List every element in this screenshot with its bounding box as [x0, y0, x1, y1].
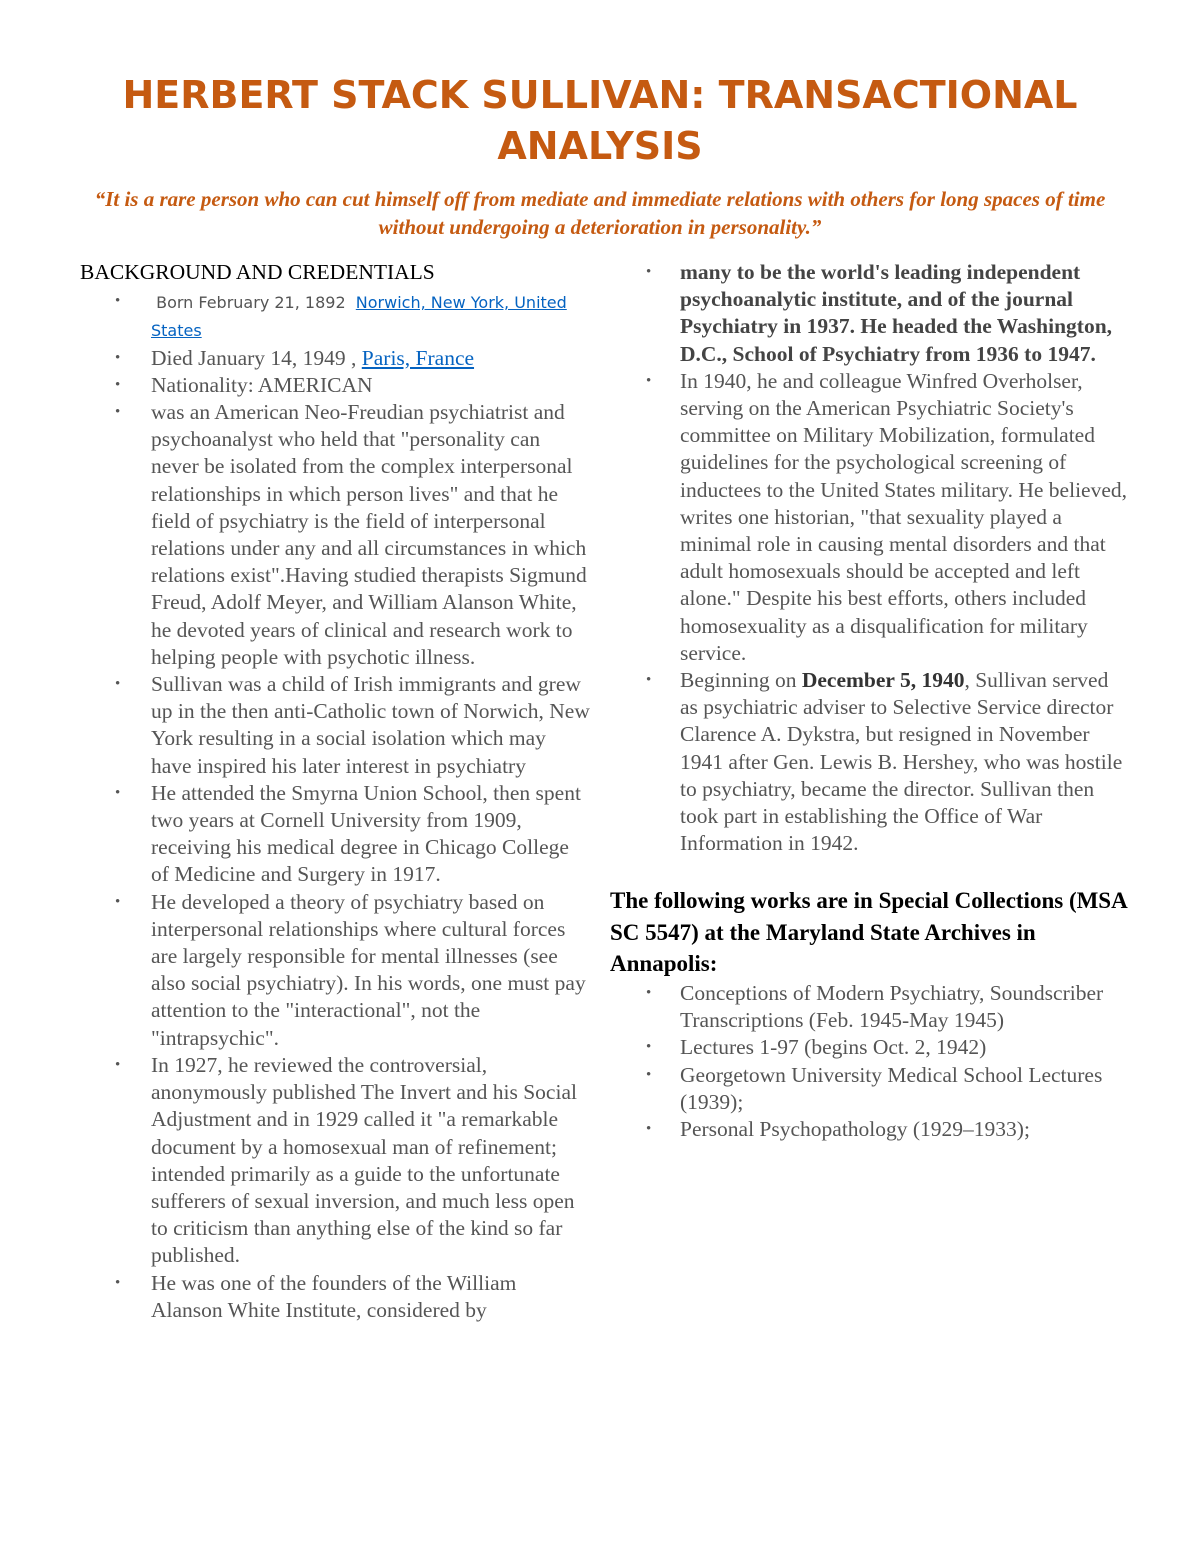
bullet-icon: •	[115, 404, 121, 421]
list-item	[80, 780, 590, 889]
list-item	[610, 368, 1130, 667]
list-item	[80, 889, 590, 1052]
bullet-text: He attended the Smyrna Union School, then spent two years at Cornell University from 1909, receiving his medical degree in Chicago College of Medicine and Surgery in 1917.	[151, 780, 581, 887]
bullet-icon: •	[646, 1039, 652, 1056]
left-column	[80, 259, 590, 1324]
bullet-text: He was one of the founders of the William Alanson White Institute, considered by	[151, 1270, 517, 1322]
list-item	[610, 1062, 1130, 1116]
bullet-text: many to be the world's leading independent psychoanalytic institute, and of the journal Psychiatry in 1937. He headed the Washington, D.C., School of Psychiatry from 1936 to 1947.	[680, 260, 1113, 366]
works-list	[610, 980, 1130, 1143]
list-item	[80, 1052, 590, 1270]
list-item	[610, 1034, 1130, 1061]
bullet-text: was an American Neo-Freudian psychiatrist and psychoanalyst who held that "personality can never be isolated from the complex interpersonal relationships in which person lives" and that he field of psychiatry is the field of interpersonal relations under any and all circumstances in which relations exist".Having studied therapists Sigmund Freud, Adolf Meyer, and William Alanson White, he devoted years of clinical and research work to helping people with psychotic illness.	[151, 400, 587, 669]
bullet-icon: •	[115, 893, 121, 910]
bullet-text: In 1927, he reviewed the controversial, anonymously published The Invert and his Social Adjustment and in 1929 called it "a remarkable document by a homosexual man of refinement; intended primarily as a guide to the unfortunate sufferers of sexual inversion, and much less open to criticism than anything else of the kind so far published.	[151, 1052, 577, 1268]
bullet-icon: •	[115, 676, 121, 693]
section-heading-collections: The following works are in Special Collections (MSA SC 5547) at the Maryland State Archives in Annapolis:	[610, 888, 1127, 977]
bullet-text: Beginning on	[680, 668, 797, 693]
work-title: Lectures 1-97 (begins Oct. 2, 1942)	[680, 1035, 987, 1060]
bullet-icon: •	[115, 784, 121, 801]
died-place-link[interactable]: Paris, France	[361, 345, 475, 370]
list-item	[610, 259, 1130, 368]
bullet-text: , Sullivan served as psychiatric adviser to Selective Service director Clarence A. Dykstra, but resigned in November 1941 after Gen. Lewis B. Hershey, who was hostile to psychiatry, became the director. Sullivan then took part in establishing the Office of War Information in 1942.	[680, 668, 1123, 856]
list-item	[80, 372, 590, 399]
list-item	[610, 980, 1130, 1034]
bullet-icon: •	[646, 672, 652, 689]
bullet-icon: •	[646, 984, 652, 1001]
epigraph-quote: “It is a rare person who can cut himself off from mediate and immediate relations with others for long spaces of time without undergoing a deterioration in personality.”	[94, 187, 1106, 239]
list-item	[80, 345, 590, 372]
list-item	[80, 288, 590, 344]
bullet-icon: •	[115, 376, 121, 393]
bullet-text: Sullivan was a child of Irish immigrants and grew up in the then anti-Catholic town of Norwich, New York resulting in a social isolation which may have inspired his later interest in psychiatry	[151, 672, 590, 778]
bullet-text: In 1940, he and colleague Winfred Overholser, serving on the American Psychiatric Society's committee on Military Mobilization, formulated guidelines for the psychological screening of inductees to the United States military. He believed, writes one historian, "that sexuality played a minimal role in causing mental disorders and that adult homosexuals should be accepted and left alone." Despite his best efforts, others included homosexuality as a disqualification for military service.	[680, 368, 1127, 665]
bullet-icon: •	[646, 1066, 652, 1083]
career-list	[610, 259, 1130, 857]
bullet-icon: •	[115, 1274, 121, 1291]
bullet-icon: •	[115, 349, 121, 366]
date-emphasis: December 5, 1940	[801, 668, 965, 693]
list-item	[610, 1116, 1130, 1143]
born-place-link[interactable]: Norwich, New York, United States	[151, 293, 567, 341]
bullet-text: He developed a theory of psychiatry based on interpersonal relationships where cultural forces are largely responsible for mental illnesses (see also social psychiatry). In his words, one must pay attention to the "interactional", not the "intrapsychic".	[151, 889, 586, 1050]
work-title: Georgetown University Medical School Lectures (1939);	[680, 1062, 1103, 1114]
page-title: HERBERT STACK SULLIVAN: TRANSACTIONAL ANALYSIS	[122, 73, 1078, 168]
work-title: Conceptions of Modern Psychiatry, Soundscriber Transcriptions (Feb. 1945-May 1945)	[680, 980, 1104, 1033]
born-text: Born February 21, 1892 Norwich, New York, United States	[151, 293, 567, 341]
right-column	[610, 259, 1130, 1143]
work-title: Personal Psychopathology (1929–1933);	[680, 1116, 1030, 1141]
list-item	[80, 671, 590, 780]
background-list	[80, 288, 590, 1324]
list-item	[80, 399, 590, 671]
died-text: Died January 14, 1949 ,	[151, 345, 357, 370]
bullet-icon: •	[646, 1120, 652, 1137]
bullet-icon: •	[646, 372, 652, 389]
section-heading-background: BACKGROUND AND CREDENTIALS	[80, 260, 435, 284]
list-item	[610, 667, 1130, 857]
nationality-text: Nationality: AMERICAN	[151, 372, 373, 397]
bullet-icon: •	[115, 1056, 121, 1073]
list-item	[80, 1270, 590, 1324]
bullet-icon: •	[646, 264, 652, 280]
bullet-icon: •	[115, 293, 121, 310]
